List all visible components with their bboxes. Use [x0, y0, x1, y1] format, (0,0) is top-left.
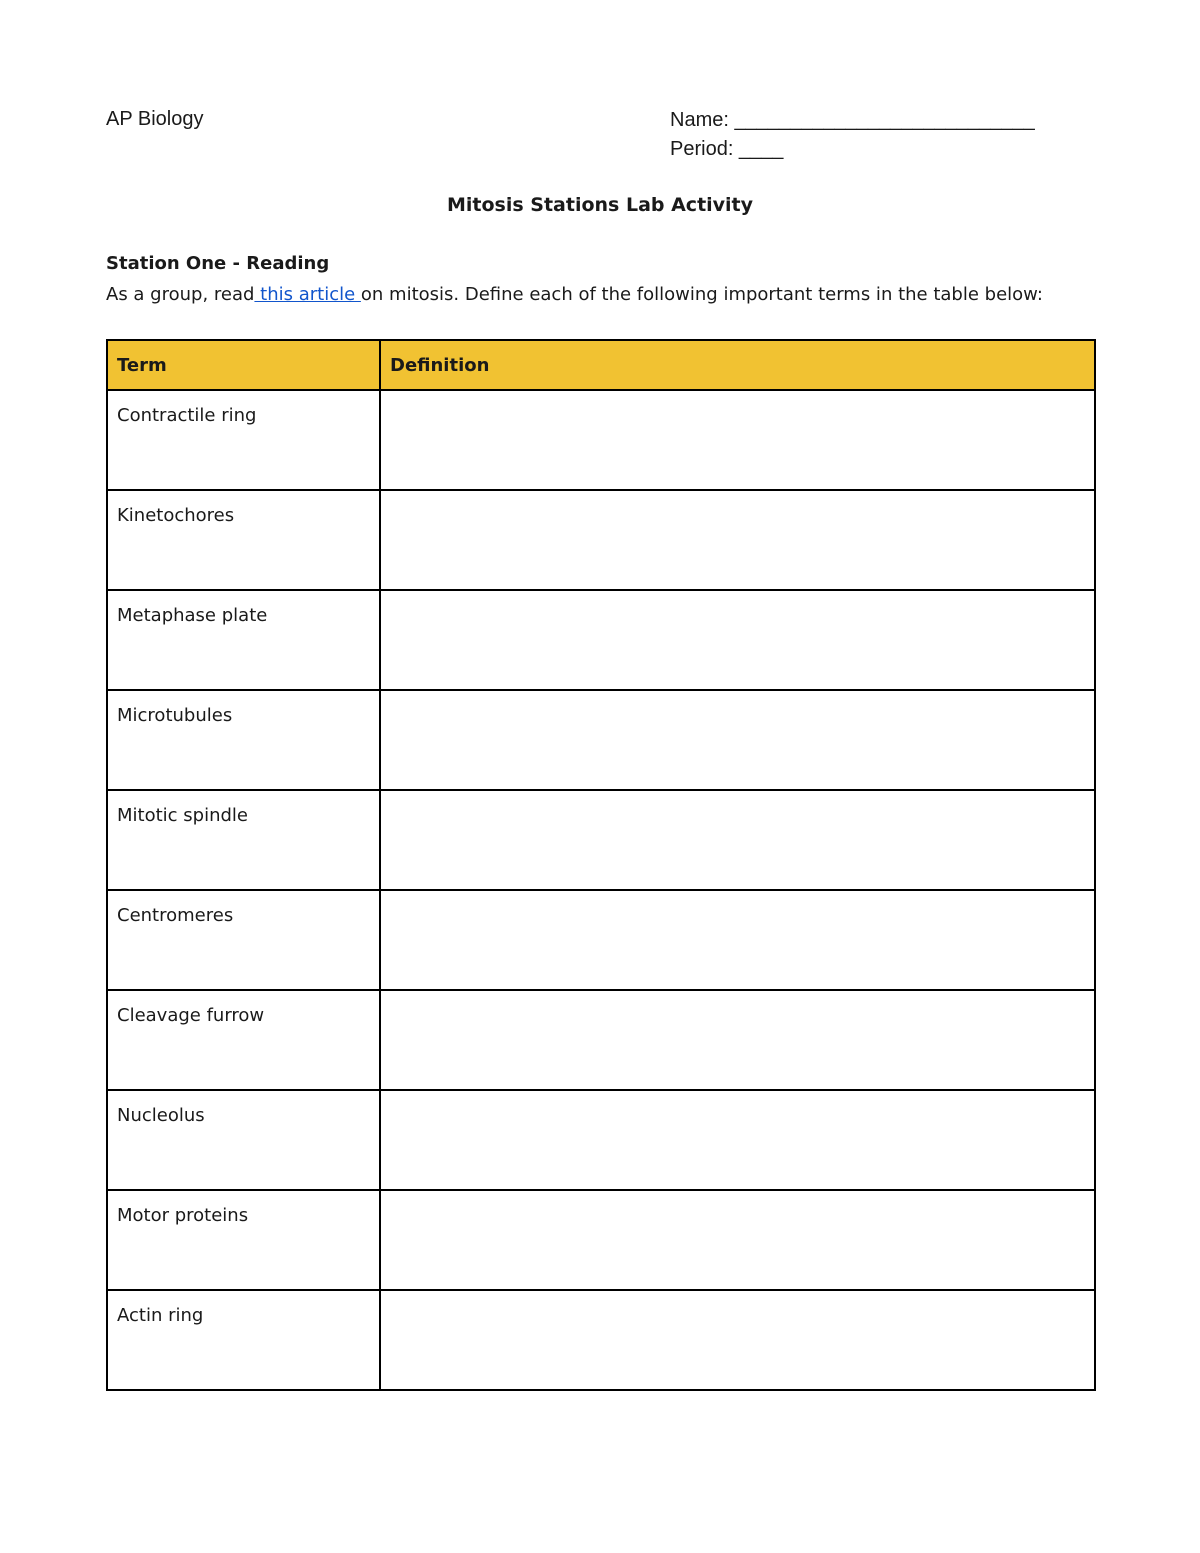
table-row: [107, 990, 1095, 1090]
definition-cell[interactable]: [380, 490, 1095, 590]
term-cell: Microtubules: [107, 690, 380, 790]
table-row: [107, 890, 1095, 990]
term-cell: Contractile ring: [107, 390, 380, 490]
table-row: [107, 1290, 1095, 1390]
table-row: [107, 690, 1095, 790]
term-cell: Metaphase plate: [107, 590, 380, 690]
name-line: Name: ___________________________: [670, 109, 1035, 131]
instructions-text: [106, 282, 1043, 308]
term-cell: Centromeres: [107, 890, 380, 990]
definition-cell[interactable]: [380, 990, 1095, 1090]
definition-cell[interactable]: [380, 1290, 1095, 1390]
table-row: [107, 790, 1095, 890]
term-cell: Mitotic spindle: [107, 790, 380, 890]
term-cell: Cleavage furrow: [107, 990, 380, 1090]
definition-cell[interactable]: [380, 390, 1095, 490]
page-title: Mitosis Stations Lab Activity: [446, 194, 754, 216]
definition-cell[interactable]: [380, 590, 1095, 690]
term-cell: Nucleolus: [107, 1090, 380, 1190]
table-row: [107, 490, 1095, 590]
table-row: [107, 590, 1095, 690]
student-info-block: [670, 106, 1035, 164]
definition-cell[interactable]: [380, 890, 1095, 990]
terms-table: [106, 339, 1096, 1391]
definition-cell[interactable]: [380, 790, 1095, 890]
instructions-before: As a group, read: [106, 284, 255, 305]
term-column-header: Term: [107, 340, 380, 390]
period-line: Period: ____: [670, 138, 784, 160]
station-heading: Station One - Reading: [106, 253, 330, 274]
definition-cell[interactable]: [380, 690, 1095, 790]
term-cell: Kinetochores: [107, 490, 380, 590]
instructions-after: on mitosis. Define each of the following important terms in the table below:: [360, 284, 1043, 305]
table-row: [107, 1090, 1095, 1190]
table-header-row: [107, 340, 1095, 390]
term-cell: Motor proteins: [107, 1190, 380, 1290]
course-name: AP Biology: [106, 108, 204, 130]
definition-column-header: Definition: [380, 340, 1095, 390]
definition-cell[interactable]: [380, 1090, 1095, 1190]
article-link[interactable]: this article: [254, 284, 361, 305]
definition-cell[interactable]: [380, 1190, 1095, 1290]
term-cell: Actin ring: [107, 1290, 380, 1390]
table-row: [107, 390, 1095, 490]
table-row: [107, 1190, 1095, 1290]
